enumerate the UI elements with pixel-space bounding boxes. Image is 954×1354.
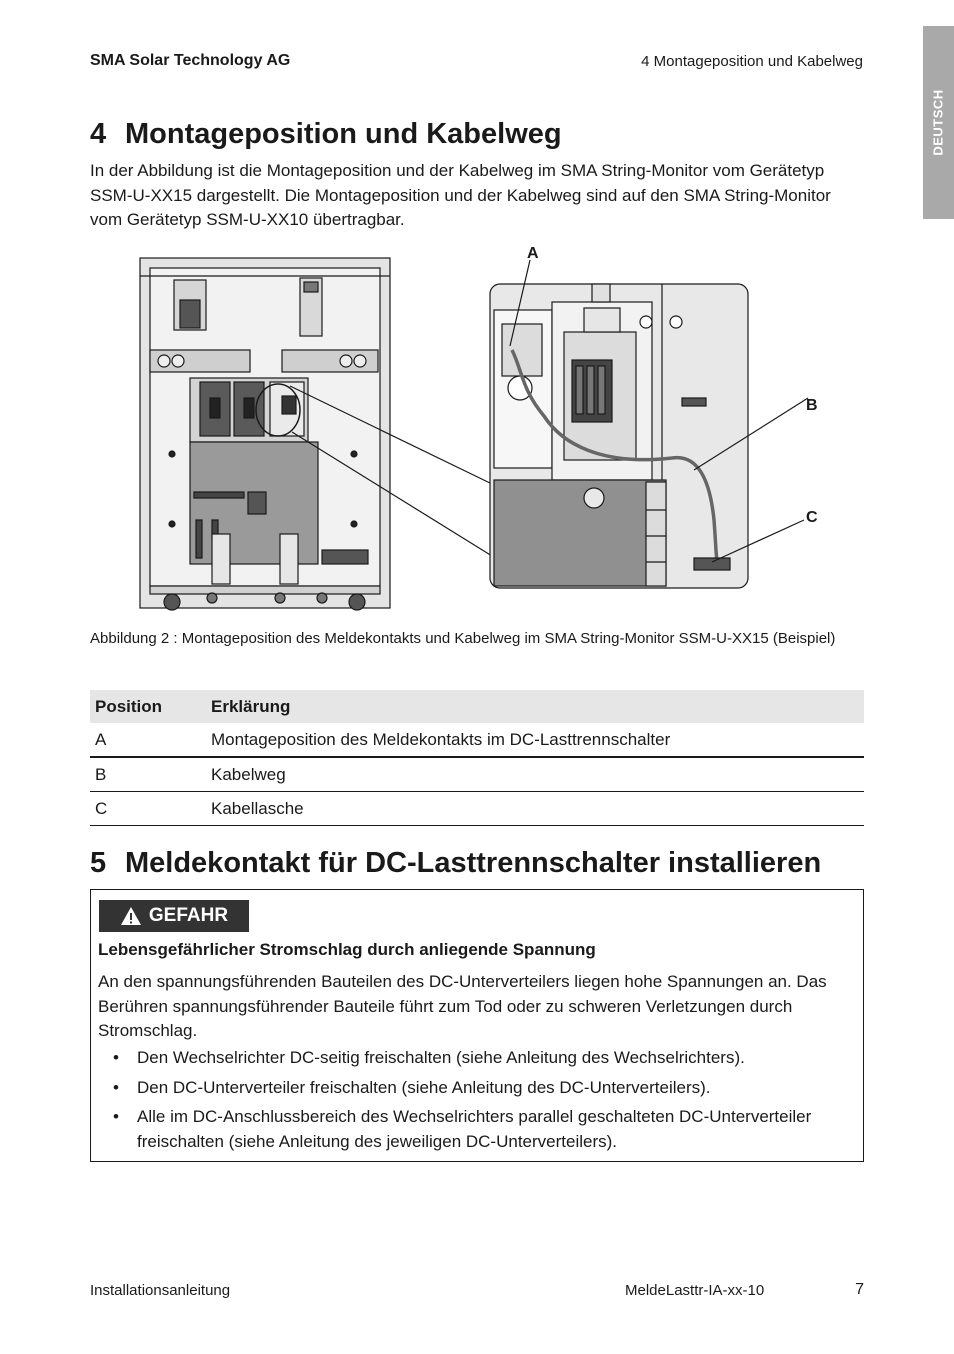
language-tab bbox=[923, 26, 954, 219]
callout-b: B bbox=[806, 397, 818, 414]
callout-c: C bbox=[806, 509, 818, 526]
table-header-row bbox=[90, 690, 864, 723]
bullet: • bbox=[113, 1048, 119, 1067]
danger-title: Lebensgefährlicher Stromschlag durch anliegende Spannung bbox=[98, 940, 596, 959]
table-cell-explanation: Kabellasche bbox=[206, 792, 864, 826]
table-row bbox=[90, 792, 864, 826]
list-item-text: Den DC-Unterverteiler freischalten (siehe Anleitung des DC-Unterverteilers). bbox=[137, 1077, 711, 1097]
section-4-number: 4 bbox=[90, 118, 107, 150]
table-cell-position: A bbox=[90, 723, 206, 757]
table-cell-position: B bbox=[90, 757, 206, 792]
list-item bbox=[98, 1046, 848, 1071]
mounting-figure bbox=[132, 240, 832, 620]
section-5-heading bbox=[90, 846, 821, 880]
table-row bbox=[90, 723, 864, 757]
callout-a: A bbox=[527, 245, 539, 262]
language-tab-label: DEUTSCH bbox=[931, 89, 946, 156]
table-header-position: Position bbox=[90, 690, 206, 723]
table-header-explanation: Erklärung bbox=[206, 690, 864, 723]
mounting-illustration bbox=[132, 240, 832, 620]
footer-doc-type: Installationsanleitung bbox=[90, 1282, 231, 1299]
section-4-heading bbox=[90, 117, 562, 151]
header-company: SMA Solar Technology AG bbox=[90, 52, 291, 69]
list-item bbox=[98, 1076, 848, 1101]
list-item-text: Den Wechselrichter DC-seitig freischalten (siehe Anleitung des Wechselrichters). bbox=[137, 1048, 745, 1067]
danger-text: An den spannungsführenden Bauteilen des DC-Unterverteilers liegen hohe Spannungen an. Das Berühren spannungsführender Bauteile führt zum Tod oder zu schweren Verletzungen durch Stromschlag. bbox=[98, 972, 827, 1040]
section-4-title: Montageposition und Kabelweg bbox=[125, 118, 562, 150]
list-item bbox=[98, 1105, 848, 1154]
section-5-title: Meldekontakt für DC-Lasttrennschalter installieren bbox=[125, 847, 822, 879]
position-table bbox=[90, 690, 864, 826]
table-row bbox=[90, 757, 864, 792]
danger-actions-list bbox=[98, 1046, 848, 1159]
section-5-number: 5 bbox=[90, 847, 107, 879]
list-item-text: Alle im DC-Anschlussbereich des Wechselrichters parallel geschalteten DC-Unterverteiler freischalten (siehe Anleitung des jeweiligen DC-Unterverteilers). bbox=[137, 1107, 812, 1151]
figure-caption: Abbildung 2 : Montageposition des Meldekontakts und Kabelweg im SMA String-Monitor SSM-U-XX15 (Beispiel) bbox=[90, 630, 836, 647]
bullet: • bbox=[113, 1107, 119, 1126]
section-4-intro: In der Abbildung ist die Montageposition und der Kabelweg im SMA String-Monitor vom Gerätetyp SSM-U-XX15 dargestellt. Die Montageposition und der Kabelweg sind auf den SMA String-Monitor vom Gerätetyp SSM-U-XX10 übertragbar. bbox=[90, 161, 831, 229]
header-chapter: 4 Montageposition und Kabelweg bbox=[641, 53, 863, 70]
danger-notice bbox=[90, 889, 864, 1162]
warning-triangle-icon bbox=[120, 906, 142, 926]
table-cell-explanation: Montageposition des Meldekontakts im DC-Lasttrennschalter bbox=[206, 723, 864, 757]
bullet: • bbox=[113, 1077, 119, 1097]
danger-badge-label: GEFAHR bbox=[148, 905, 229, 926]
danger-badge bbox=[99, 900, 249, 932]
page-number: 7 bbox=[855, 1281, 864, 1298]
table-cell-position: C bbox=[90, 792, 206, 826]
footer-doc-code: MeldeLasttr-IA-xx-10 bbox=[625, 1282, 765, 1299]
table-cell-explanation: Kabelweg bbox=[206, 757, 864, 792]
